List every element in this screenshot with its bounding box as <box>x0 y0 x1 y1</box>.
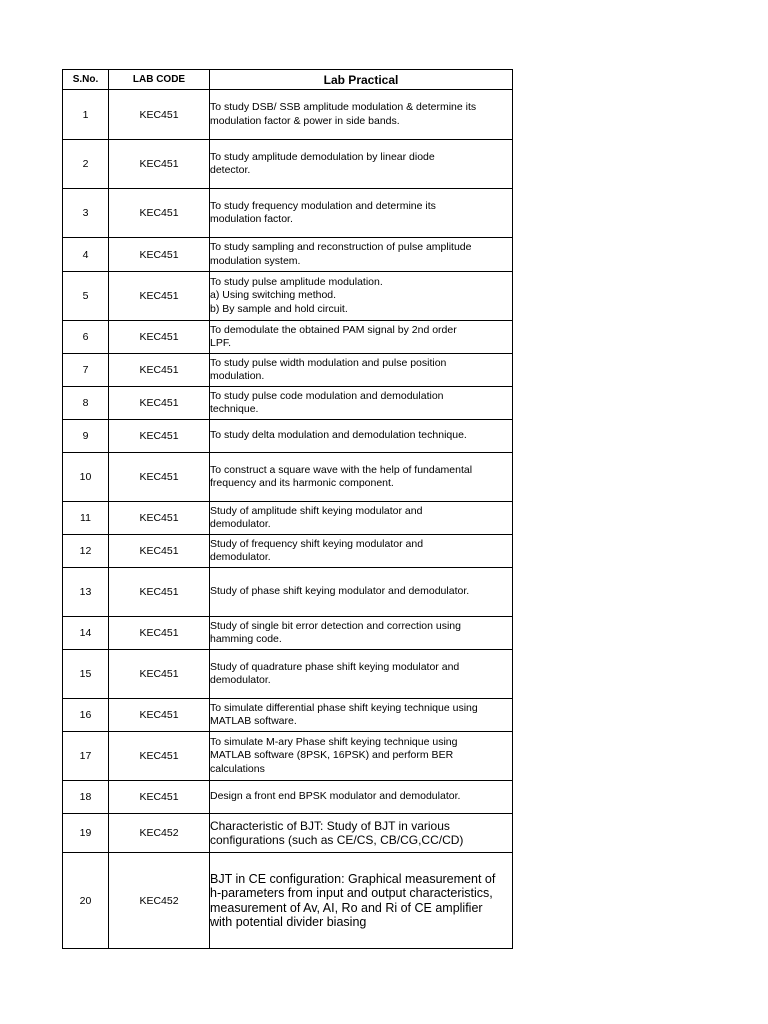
row-practical <box>210 699 513 732</box>
row-sno: 10 <box>63 453 109 502</box>
row-practical <box>210 272 513 321</box>
table-row <box>63 650 513 699</box>
row-practical-text: To study pulse amplitude modulation. a) Using switching method. b) By sample and hold circuit. <box>210 275 383 315</box>
row-practical <box>210 321 513 354</box>
table-row <box>63 617 513 650</box>
row-practical <box>210 90 513 140</box>
row-sno: 3 <box>63 189 109 238</box>
row-practical-text: BJT in CE configuration: Graphical measurement of h-parameters from input and output characteristics, measurement of Av, AI, Ro and Ri of CE amplifier with potential divider biasing <box>210 871 496 929</box>
row-lab-code: KEC451 <box>109 699 210 732</box>
table-row <box>63 732 513 781</box>
row-lab-code: KEC451 <box>109 617 210 650</box>
row-practical <box>210 354 513 387</box>
table-row <box>63 502 513 535</box>
table-row <box>63 272 513 321</box>
row-practical-text: To study pulse width modulation and pulse position modulation. <box>210 356 447 382</box>
row-practical-text: Study of amplitude shift keying modulator and demodulator. <box>210 504 423 530</box>
table-row <box>63 781 513 814</box>
row-lab-code: KEC451 <box>109 781 210 814</box>
row-sno: 12 <box>63 535 109 568</box>
row-practical-text: Study of single bit error detection and correction using hamming code. <box>210 619 461 645</box>
row-sno: 16 <box>63 699 109 732</box>
table-row <box>63 453 513 502</box>
row-sno: 18 <box>63 781 109 814</box>
row-practical-text: Design a front end BPSK modulator and demodulator. <box>210 790 461 803</box>
row-sno: 20 <box>63 853 109 949</box>
row-lab-code: KEC451 <box>109 272 210 321</box>
row-lab-code: KEC451 <box>109 568 210 617</box>
row-lab-code: KEC451 <box>109 387 210 420</box>
row-lab-code: KEC451 <box>109 90 210 140</box>
row-sno: 4 <box>63 238 109 272</box>
table-row <box>63 853 513 949</box>
row-sno: 1 <box>63 90 109 140</box>
row-lab-code: KEC451 <box>109 502 210 535</box>
row-practical-text: To construct a square wave with the help of fundamental frequency and its harmonic component. <box>210 463 473 489</box>
header-sno: S.No. <box>63 70 109 90</box>
row-practical-text: To study delta modulation and demodulation technique. <box>210 429 467 442</box>
table-row <box>63 387 513 420</box>
table-row <box>63 238 513 272</box>
table-row <box>63 354 513 387</box>
row-practical <box>210 853 513 949</box>
table-row <box>63 90 513 140</box>
row-sno: 8 <box>63 387 109 420</box>
table-row <box>63 420 513 453</box>
row-lab-code: KEC451 <box>109 189 210 238</box>
row-lab-code: KEC452 <box>109 814 210 853</box>
row-practical <box>210 568 513 617</box>
row-sno: 14 <box>63 617 109 650</box>
table-row <box>63 140 513 189</box>
row-sno: 6 <box>63 321 109 354</box>
table-row <box>63 535 513 568</box>
row-sno: 19 <box>63 814 109 853</box>
row-practical-text: To study amplitude demodulation by linear diode detector. <box>210 150 435 176</box>
table-row <box>63 321 513 354</box>
row-sno: 2 <box>63 140 109 189</box>
header-lab-code: LAB CODE <box>109 70 210 90</box>
row-lab-code: KEC451 <box>109 420 210 453</box>
row-lab-code: KEC451 <box>109 321 210 354</box>
row-practical-text: Study of frequency shift keying modulator and demodulator. <box>210 537 424 563</box>
row-practical-text: Study of phase shift keying modulator and demodulator. <box>210 585 470 598</box>
table-row <box>63 568 513 617</box>
row-practical <box>210 781 513 814</box>
row-lab-code: KEC451 <box>109 238 210 272</box>
row-practical <box>210 650 513 699</box>
row-practical-text: To study DSB/ SSB amplitude modulation & determine its modulation factor & power in side bands. <box>210 101 477 127</box>
row-practical-text: To simulate M-ary Phase shift keying technique using MATLAB software (8PSK, 16PSK) and perform BER calculations <box>210 735 458 775</box>
table-row <box>63 699 513 732</box>
row-lab-code: KEC452 <box>109 853 210 949</box>
row-lab-code: KEC451 <box>109 535 210 568</box>
row-practical <box>210 732 513 781</box>
table-row <box>63 189 513 238</box>
row-lab-code: KEC451 <box>109 732 210 781</box>
row-lab-code: KEC451 <box>109 453 210 502</box>
row-sno: 15 <box>63 650 109 699</box>
row-practical-text: Study of quadrature phase shift keying modulator and demodulator. <box>210 660 460 686</box>
row-practical-text: To study pulse code modulation and demodulation technique. <box>210 389 444 415</box>
row-sno: 11 <box>63 502 109 535</box>
row-practical <box>210 814 513 853</box>
row-practical <box>210 387 513 420</box>
row-practical <box>210 617 513 650</box>
row-practical <box>210 140 513 189</box>
row-practical <box>210 420 513 453</box>
row-sno: 13 <box>63 568 109 617</box>
table-row <box>63 814 513 853</box>
row-lab-code: KEC451 <box>109 140 210 189</box>
row-sno: 7 <box>63 354 109 387</box>
row-practical <box>210 238 513 272</box>
row-sno: 9 <box>63 420 109 453</box>
row-practical-text: To study sampling and reconstruction of pulse amplitude modulation system. <box>210 241 472 267</box>
row-practical-text: To demodulate the obtained PAM signal by 2nd order LPF. <box>210 323 457 349</box>
row-practical <box>210 502 513 535</box>
row-practical-text: Characteristic of BJT: Study of BJT in various configurations (such as CE/CS, CB/CG,CC/CD) <box>210 818 464 847</box>
lab-practical-table <box>62 69 513 949</box>
row-practical <box>210 453 513 502</box>
header-lab-practical: Lab Practical <box>210 70 513 90</box>
row-practical-text: To study frequency modulation and determine its modulation factor. <box>210 199 436 225</box>
row-lab-code: KEC451 <box>109 650 210 699</box>
row-practical-text: To simulate differential phase shift keying technique using MATLAB software. <box>210 701 478 727</box>
row-practical <box>210 535 513 568</box>
row-practical <box>210 189 513 238</box>
row-sno: 17 <box>63 732 109 781</box>
row-sno: 5 <box>63 272 109 321</box>
row-lab-code: KEC451 <box>109 354 210 387</box>
table-header-row <box>63 70 513 90</box>
